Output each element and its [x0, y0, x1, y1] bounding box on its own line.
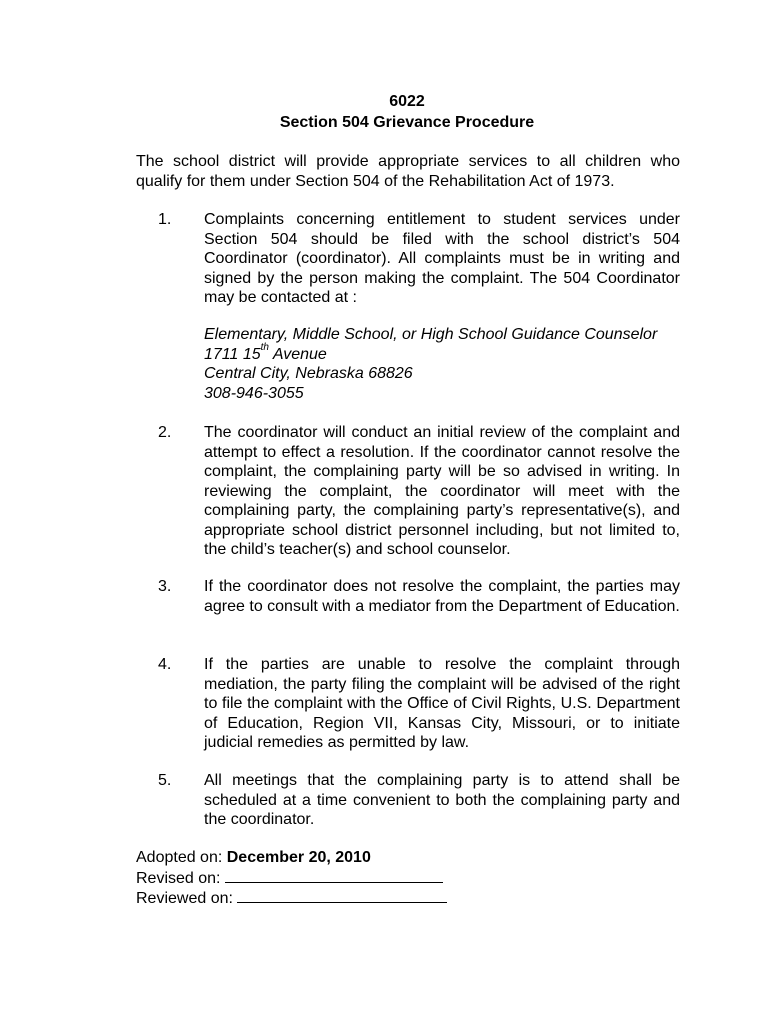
- address-phone: 308-946-3055: [204, 384, 304, 402]
- document-title: Section 504 Grievance Procedure: [279, 114, 535, 131]
- adopted-date: December 20, 2010: [226, 849, 371, 866]
- address-line-2: 1711 15th Avenue: [204, 342, 327, 363]
- list-item-text: The coordinator will conduct an initial review of the complaint and attempt to effect a resolution. If the coordinator cannot resolve the complaint, the complaining party will be so advised in writing. In reviewing the complaint, the coordinator will meet with the complaining party, the complaining party’s representative(s), and appropriate school district personnel including, but not limited to, the child’s teacher(s) and school counselor.: [204, 424, 680, 558]
- list-item-text: All meetings that the complaining party is to attend shall be scheduled at a time convenient to both the complaining party and the coordinator.: [204, 772, 680, 828]
- list-item-text: Complaints concerning entitlement to student services under Section 504 should be filed with the school district’s 504 Coordinator (coordinator). All complaints must be in writing and signed by the person making the complaint. The 504 Coordinator may be contacted at :: [204, 211, 680, 306]
- list-item-2: [136, 423, 680, 560]
- coordinator-address: [204, 325, 684, 403]
- revised-row: [136, 868, 536, 889]
- list-item-number: 3.: [158, 578, 172, 595]
- list-item-text: If the parties are unable to resolve the complaint through mediation, the party filing the complaint will be advised of the right to file the complaint with the Office of Civil Rights, U.S. Department of Education, Region VII, Kansas City, Missouri, or to initiate judicial remedies as permitted by law.: [204, 656, 680, 751]
- reviewed-row: [136, 888, 536, 909]
- reviewed-label: Reviewed on:: [136, 890, 238, 907]
- list-item-1: [136, 210, 680, 308]
- adopted-row: [136, 848, 536, 868]
- intro-paragraph: The school district will provide appropriate services to all children who qualify for them under Section 504 of the Rehabilitation Act of 1973.: [136, 153, 680, 190]
- revision-history: [136, 848, 536, 909]
- list-item-3: [136, 577, 680, 616]
- policy-number: 6022: [389, 93, 425, 110]
- list-item-4: [136, 655, 680, 753]
- list-item-5: [136, 771, 680, 830]
- list-item-number: 5.: [158, 772, 172, 789]
- revised-label: Revised on:: [136, 869, 225, 887]
- adopted-label: Adopted on:: [136, 849, 227, 866]
- list-item-number: 2.: [158, 424, 172, 441]
- reviewed-blank-line: [237, 888, 447, 903]
- list-item-number: 4.: [158, 656, 172, 673]
- address-line-1: Elementary, Middle School, or High School Guidance Counselor: [204, 326, 658, 343]
- revised-blank-line: [225, 868, 443, 883]
- address-line-3: Central City, Nebraska 68826: [204, 365, 413, 382]
- list-item-text: If the coordinator does not resolve the complaint, the parties may agree to consult with a mediator from the Department of Education.: [204, 578, 680, 615]
- list-item-number: 1.: [158, 211, 172, 228]
